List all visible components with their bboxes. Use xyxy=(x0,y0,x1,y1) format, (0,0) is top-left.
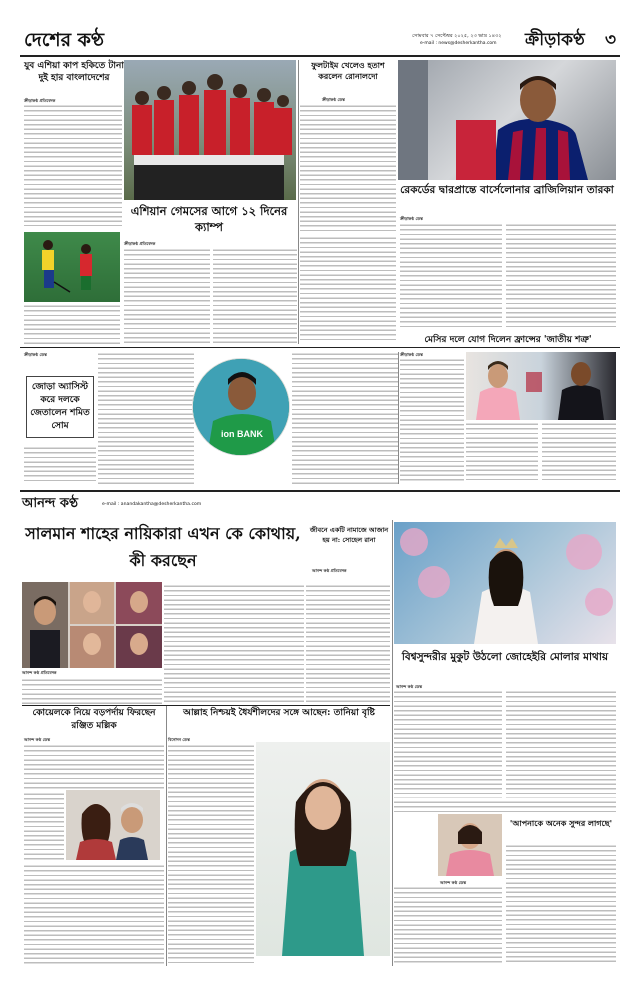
body-barcelona-2 xyxy=(400,223,502,329)
section-title-krira-kantha: ক্রীড়াকণ্ঠ xyxy=(525,30,585,50)
photo-miss-world xyxy=(394,522,616,644)
body-ranjit-1 xyxy=(24,744,164,790)
section-divider xyxy=(20,490,620,492)
jersey-sponsor-text: ion BANK xyxy=(221,429,263,439)
rule xyxy=(22,705,390,706)
photo-tania xyxy=(256,742,390,956)
column-rule xyxy=(392,520,393,966)
photo-hockey-team xyxy=(124,60,296,200)
column-rule xyxy=(298,60,299,344)
body-hockey-caption xyxy=(24,304,120,344)
body-asian-games-1 xyxy=(124,248,210,344)
headline-sohel-rana: জীবনে একটি নামাজে আজান হয় না: সোহেল রানা xyxy=(309,526,389,544)
body-miss-world-3 xyxy=(394,800,616,812)
byline-messi: ক্রীড়াকণ্ঠ ডেস্ক xyxy=(400,352,423,357)
byline-salman: আনন্দ কণ্ঠ প্রতিবেদক xyxy=(22,670,57,675)
body-miss-world-1 xyxy=(394,690,502,798)
byline-tania: বিনোদন ডেস্ক xyxy=(168,737,190,742)
section-masthead xyxy=(20,27,620,53)
body-miss-world-2 xyxy=(506,690,616,798)
body-hockey xyxy=(24,104,122,226)
byline-hockey: ক্রীড়াকণ্ঠ প্রতিবেদক xyxy=(24,98,56,103)
body-quote-2 xyxy=(506,844,616,964)
dateline: সোমবার ৭ সেপ্টেম্বর ২০২৫, ২৩ ভাদ্র ১৪৩২ xyxy=(412,33,502,39)
column-rule xyxy=(166,706,167,966)
byline-ronaldo: ক্রীড়াকণ্ঠ ডেস্ক xyxy=(322,97,345,102)
byline-sohel-rana: আনন্দ কণ্ঠ প্রতিবেদক xyxy=(312,568,347,573)
body-messi-1 xyxy=(400,358,464,482)
byline-miss-world: আনন্দ কণ্ঠ ডেস্ক xyxy=(396,684,423,689)
masthead-email: e-mail : news@desherkantha.com xyxy=(420,41,497,46)
body-shomit-2 xyxy=(24,446,96,484)
body-ronaldo xyxy=(300,104,396,232)
headline-asian-games: এশিয়ান গেমসের আগে ১২ দিনের ক্যাম্প xyxy=(130,204,288,234)
photo-barcelona-player xyxy=(398,60,616,180)
byline-shomit: ক্রীড়াকণ্ঠ ডেস্ক xyxy=(24,352,47,357)
body-salman-3 xyxy=(306,584,390,702)
page-number: ৩ xyxy=(605,30,617,50)
byline-asian-games: ক্রীড়াকণ্ঠ প্রতিবেদক xyxy=(124,241,156,246)
body-messi-3 xyxy=(542,422,616,482)
photo-salman-collage xyxy=(22,582,162,668)
byline-barcelona: ক্রীড়াকণ্ঠ ডেস্ক xyxy=(400,216,423,221)
body-tania-1 xyxy=(168,744,254,964)
photo-hockey-action xyxy=(24,232,120,302)
body-barcelona-3 xyxy=(506,223,616,329)
headline-hockey: যুব এশিয়া কাপ হকিতে টানা দুই হার বাংলাদেশের xyxy=(24,61,124,83)
section-title-ananda-kantha: আনন্দ কণ্ঠ xyxy=(22,496,78,511)
byline-quote: আনন্দ কণ্ঠ ডেস্ক xyxy=(440,880,467,885)
body-salman-1 xyxy=(164,584,304,702)
body-shomit-1 xyxy=(98,352,194,484)
byline-ranjit: আনন্দ কণ্ঠ ডেস্ক xyxy=(24,737,51,742)
body-messi-2 xyxy=(466,422,538,482)
headline-quote: 'আপনাকে অনেক সুন্দর লাগছে' xyxy=(509,818,613,828)
body-ranjit-2 xyxy=(24,792,64,862)
headline-messi: মেসির দলে যোগ দিলেন ফ্রান্সের 'জাতীয় শত্রু' xyxy=(424,335,592,345)
entertainment-email: e-mail : anandakantha@desherkantha.com xyxy=(102,502,202,507)
photo-actress-quote xyxy=(438,814,502,876)
photo-shomit xyxy=(192,358,290,456)
body-barcelona-1 xyxy=(300,236,396,340)
masthead-rule xyxy=(20,55,620,57)
column-rule xyxy=(398,352,399,484)
body-salman-2 xyxy=(22,678,162,704)
headline-ranjit: কোয়েলকে নিয়ে বড়পর্দায় ফিরছেন রঞ্জিত মল্লিক xyxy=(32,708,156,731)
body-asian-games-2 xyxy=(213,248,297,344)
body-quote-1 xyxy=(394,886,502,964)
headline-tania: আল্লাহ নিশ্চয়ই ধৈর্যশীলদের সঙ্গে আছেন: তানিয়া বৃষ্টি xyxy=(183,708,375,718)
body-ranjit-3 xyxy=(24,864,164,964)
headline-shomit: জোড়া অ্যাসিস্ট করে দলকে জেতালেন শমিত সোম xyxy=(26,376,94,438)
headline-ronaldo: ফুলটাইম খেলেও হতাশ করলেন রোনালদো xyxy=(311,60,385,81)
headline-miss-world: বিশ্বসুন্দরীর মুকুট উঠলো জোহেইরি মোলার মাথায় xyxy=(401,651,609,663)
photo-messi xyxy=(466,352,616,420)
sports-rule-1 xyxy=(20,347,620,348)
photo-ranjit-koel xyxy=(66,790,160,860)
section-title-desher-kantha: দেশের কণ্ঠ xyxy=(24,29,105,51)
body-shomit-3 xyxy=(292,352,398,484)
headline-salman: সালমান শাহের নায়িকারা এখন কে কোথায়, কী করছেন xyxy=(25,524,301,570)
headline-barcelona: রেকর্ডের দ্বারপ্রান্তে বার্সেলোনার ব্রাজিলিয়ান তারকা xyxy=(400,184,614,196)
